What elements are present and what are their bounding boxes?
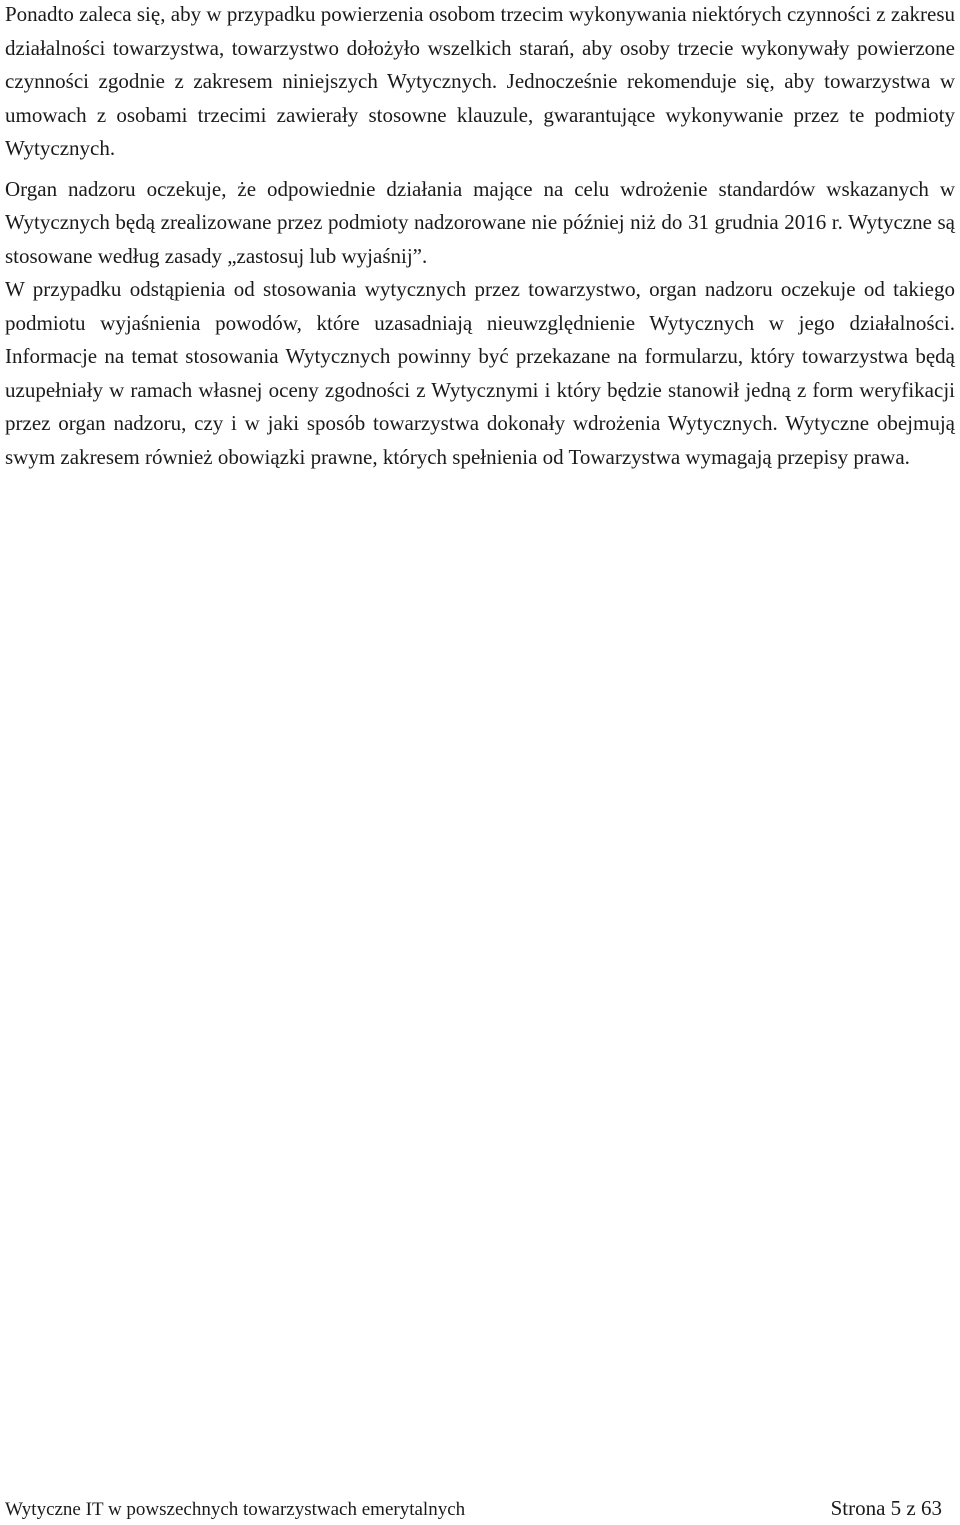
footer-document-title: Wytyczne IT w powszechnych towarzystwach emerytalnych xyxy=(5,1499,466,1520)
paragraph: Organ nadzoru oczekuje, że odpowiednie działania mające na celu wdrożenie standardów wskazanych w Wytycznych będą zrealizowane przez podmioty nadzorowane nie później niż do 31 grudnia 2016 r. Wytyczne są stosowane według zasady „zastosuj lub wyjaśnij”. xyxy=(5,176,955,268)
page-number: Strona 5 z 63 xyxy=(830,1496,942,1520)
page-footer xyxy=(5,1496,942,1521)
document-body xyxy=(5,0,955,474)
paragraph: Ponadto zaleca się, aby w przypadku powierzenia osobom trzecim wykonywania niektórych czynności z zakresu działalności towarzystwa, towarzystwo dołożyło wszelkich starań, aby osoby trzecie wykonywały powierzone czynności zgodnie z zakresem niniejszych Wytycznych. Jednocześnie rekomenduje się, aby towarzystwa w umowach z osobami trzecimi zawierały stosowne klauzule, gwarantujące wykonywanie przez te podmioty Wytycznych. xyxy=(5,2,955,160)
paragraph: W przypadku odstąpienia od stosowania wytycznych przez towarzystwo, organ nadzoru oczekuje od takiego podmiotu wyjaśnienia powodów, które uzasadniają nieuwzględnienie Wytycznych w jego działalności. Informacje na temat stosowania Wytycznych powinny być przekazane na formularzu, który towarzystwa będą uzupełniały w ramach własnej oceny zgodności z Wytycznymi i który będzie stanowił jedną z form weryfikacji przez organ nadzoru, czy i w jaki sposób towarzystwa dokonały wdrożenia Wytycznych. Wytyczne obejmują swym zakresem również obowiązki prawne, których spełnienia od Towarzystwa wymagają przepisy prawa. xyxy=(5,277,955,469)
